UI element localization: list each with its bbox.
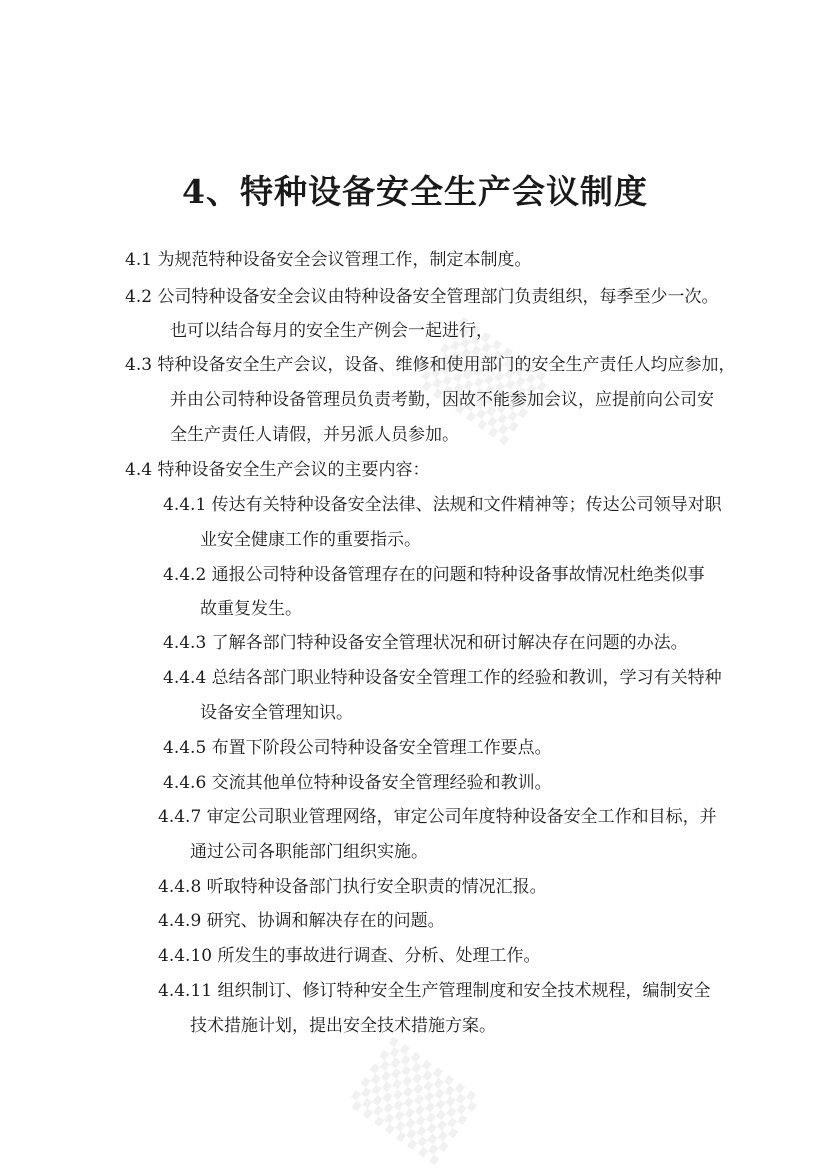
paragraph-line: 也可以结合每月的安全生产例会一起进行， bbox=[170, 321, 493, 341]
paragraph-line: 4.4.9 研究、协调和解决存在的问题。 bbox=[158, 911, 445, 931]
paragraph-line: 技术措施计划，提出安全技术措施方案。 bbox=[190, 1016, 496, 1036]
paragraph-line: 4.4.6 交流其他单位特种设备安全管理经验和教训。 bbox=[163, 773, 552, 793]
paragraph-line: 4.4.4 总结各部门职业特种设备安全管理工作的经验和教训，学习有关特种 bbox=[163, 668, 722, 688]
paragraph-line: 4.4.1 传达有关特种设备安全法律、法规和文件精神等；传达公司领导对职 bbox=[163, 495, 722, 515]
watermark-mark: ▒▒ bbox=[346, 1036, 482, 1166]
paragraph-line: 4.3 特种设备安全生产会议，设备、维修和使用部门的安全生产责任人均应参加， bbox=[125, 355, 736, 375]
paragraph-line: 设备安全管理知识。 bbox=[200, 703, 353, 723]
paragraph-line: 业安全健康工作的重要指示。 bbox=[200, 530, 421, 550]
paragraph-line: 4.4.10 所发生的事故进行调查、分析、处理工作。 bbox=[158, 946, 541, 966]
paragraph-line: 4.4 特种设备安全生产会议的主要内容： bbox=[125, 460, 430, 480]
paragraph-line: 4.4.8 听取特种设备部门执行安全职责的情况汇报。 bbox=[158, 877, 547, 897]
paragraph-line: 全生产责任人请假，并另派人员参加。 bbox=[170, 425, 459, 445]
watermark-mark: ▒▒ bbox=[416, 316, 552, 446]
document-title: 4、特种设备安全生产会议制度 bbox=[182, 172, 648, 211]
paragraph-line: 4.2 公司特种设备安全会议由特种设备安全管理部门负责组织，每季至少一次。 bbox=[125, 287, 719, 307]
paragraph-line: 并由公司特种设备管理员负责考勤，因故不能参加会议，应提前向公司安 bbox=[170, 390, 714, 410]
paragraph-line: 4.1 为规范特种设备安全会议管理工作，制定本制度。 bbox=[125, 250, 532, 270]
paragraph-line: 4.4.11 组织制订、修订特种安全生产管理制度和安全技术规程，编制安全 bbox=[158, 981, 711, 1001]
paragraph-line: 通过公司各职能部门组织实施。 bbox=[190, 842, 428, 862]
paragraph-line: 故重复发生。 bbox=[200, 599, 302, 619]
paragraph-line: 4.4.2 通报公司特种设备管理存在的问题和特种设备事故情况杜绝类似事 bbox=[163, 565, 705, 585]
paragraph-line: 4.4.7 审定公司职业管理网络，审定公司年度特种设备安全工作和目标，并 bbox=[158, 807, 717, 827]
paragraph-line: 4.4.5 布置下阶段公司特种设备安全管理工作要点。 bbox=[163, 738, 552, 758]
paragraph-line: 4.4.3 了解各部门特种设备安全管理状况和研讨解决存在问题的办法。 bbox=[163, 633, 688, 653]
